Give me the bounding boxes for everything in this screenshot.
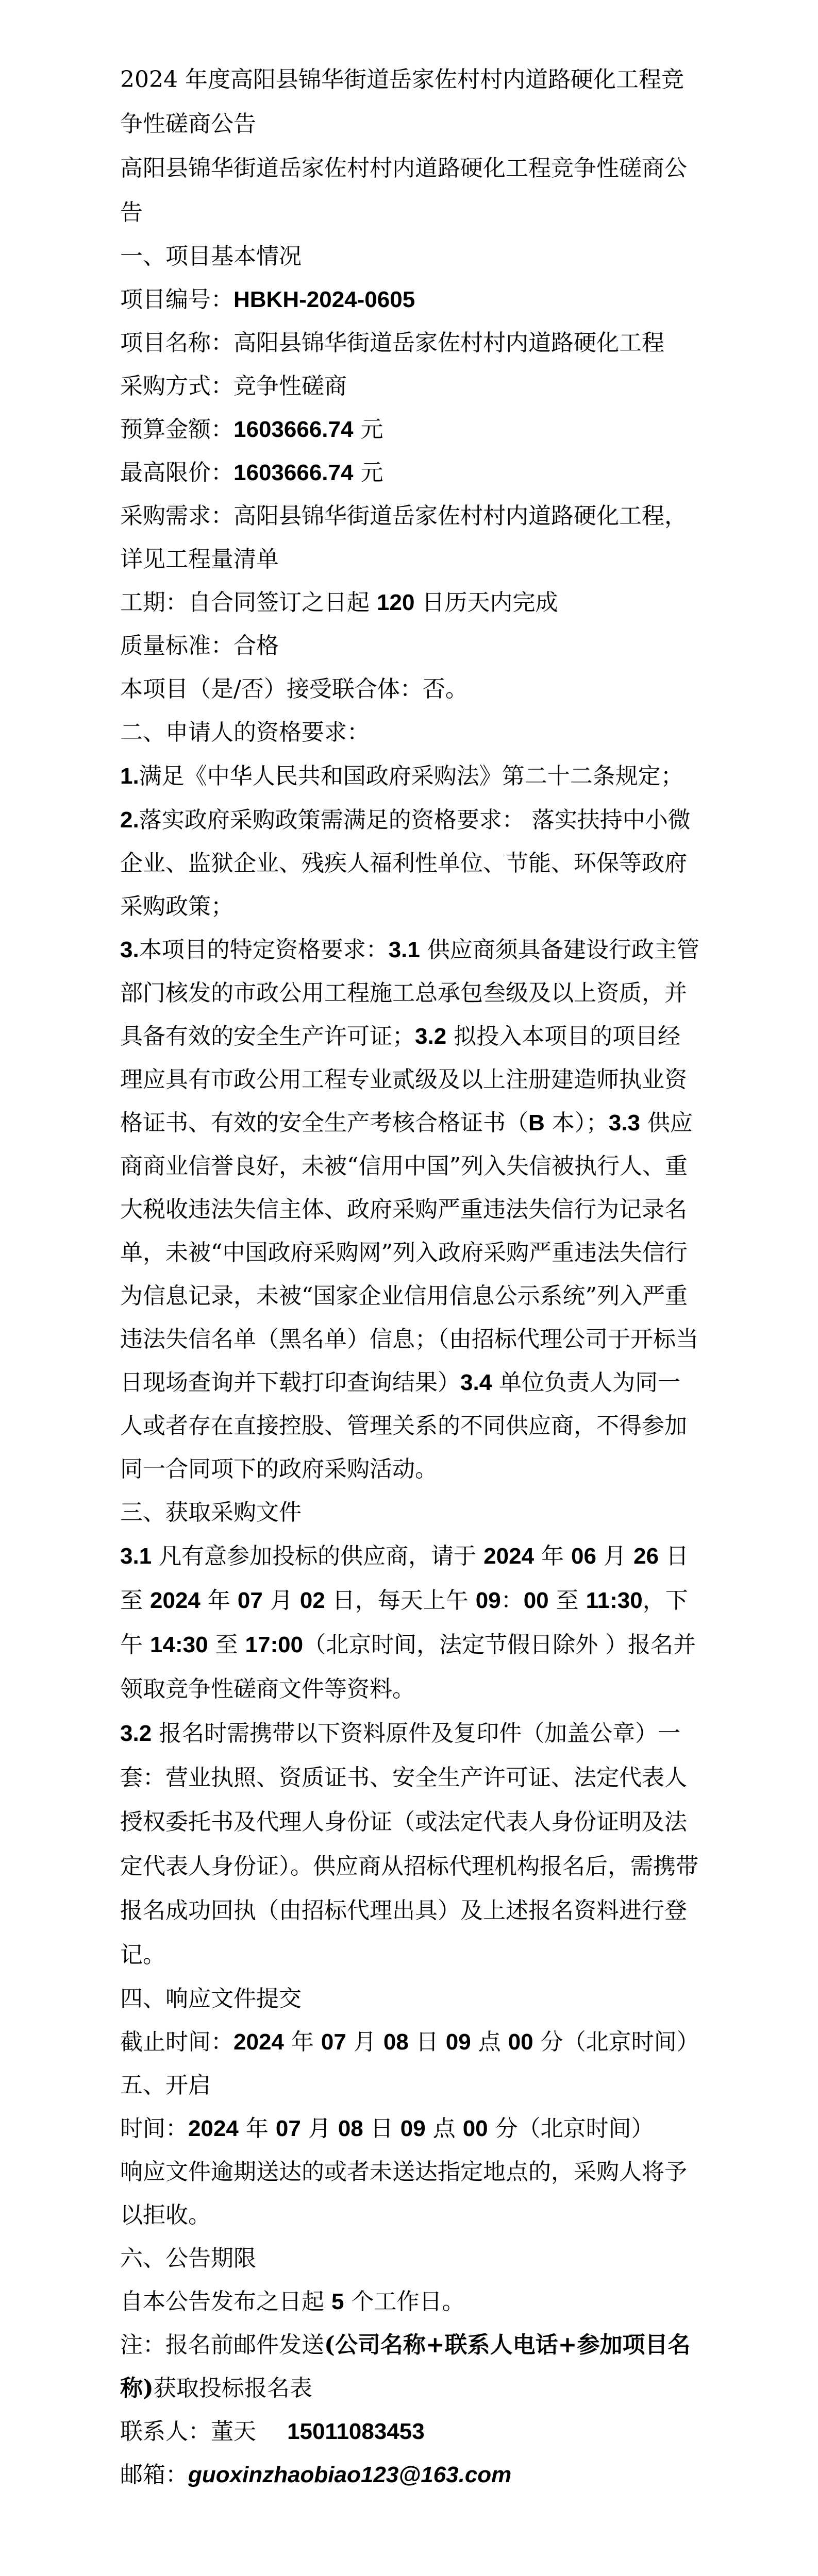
p-3-1-text-f: 月 <box>262 1587 300 1614</box>
max-price-row <box>120 451 700 495</box>
end-month: 07 <box>237 1588 263 1613</box>
note-text-c: 获取投标报名表 <box>153 2375 312 2401</box>
late-submission-notice: 响应文件逾期送达的或者未送达指定地点的，采购人将予以拒收。 <box>120 2159 687 2228</box>
procurement-need-label: 采购需求： <box>120 503 233 529</box>
consortium-row: 本项目（是/否）接受联合体：否。 <box>120 676 468 702</box>
project-number-value: HBKH-2024-0605 <box>233 287 415 312</box>
opening-text-e: 点 <box>425 2115 463 2142</box>
p-3-2-text: 报名时需携带以下资料原件及复印件（加盖公章）一套：营业执照、资质证书、安全生产许可证、法定代表人授权委托书及代理人身份证（或法定代表人身份证明及法定代表人身份证）。供应商从招标代理机构报名后，需携带报名成功回执（由招标代理出具）及上述报名资料进行登记。 <box>120 1720 698 1968</box>
p-3-1-text-d: 日至 <box>120 1543 689 1614</box>
item-3-2-number: 3.2 <box>415 1024 447 1049</box>
quality-label: 质量标准： <box>120 633 233 659</box>
note-text-b: (公司名称+联系人电话+参加项目名称) <box>120 2332 691 2401</box>
email-label: 邮箱： <box>120 2462 188 2488</box>
max-price-value: 1603666.74 <box>233 460 354 485</box>
item-3-2-text-end: 本）； <box>544 1110 609 1136</box>
p-3-1-text-g: 日，每天上午 <box>325 1587 476 1614</box>
deadline-month: 07 <box>321 2029 346 2055</box>
item-3-3-text: 供应商商业信誉良好，未被“信用中国”列入失信被执行人、重大税收违法失信主体、政府采购严重违法失信行为记录名单，未被“中国政府采购网”列入政府采购严重违法失信行为信息记录，未被“国家企业信用信息公示系统”列入严重违法失信名单（黑名单）信息；（由招标代理公司于开标当日现场查询并下载打印查询结果） <box>120 1110 698 1396</box>
start-year: 2024 <box>483 1544 535 1569</box>
qualification-item-1 <box>120 754 700 799</box>
p-3-2-number: 3.2 <box>120 1721 152 1746</box>
procurement-need-row <box>120 495 700 581</box>
document-body <box>120 58 700 2497</box>
item-3-2-cert-grade: B <box>528 1110 545 1136</box>
project-name-label: 项目名称： <box>120 330 233 356</box>
opening-day: 08 <box>338 2116 363 2141</box>
deadline-minute: 00 <box>508 2029 533 2055</box>
morning-end-time: 11:30 <box>586 1588 643 1613</box>
contact-name: 董天 <box>211 2418 256 2445</box>
item-3-4-number: 3.4 <box>460 1370 492 1395</box>
deadline-text-f: 分（北京时间） <box>533 2029 699 2055</box>
section-1-heading: 一、项目基本情况 <box>120 243 302 269</box>
section-5-heading: 五、开启 <box>120 2072 211 2098</box>
procurement-method-row <box>120 365 700 408</box>
item-3-3-number: 3.3 <box>608 1110 640 1136</box>
project-number-label: 项目编号： <box>120 286 233 313</box>
morning-start-hour: 09 <box>475 1588 501 1613</box>
p-3-1-text-i: 至 <box>548 1587 586 1614</box>
deadline-label: 截止时间： <box>120 2029 233 2055</box>
quality-standard-row <box>120 624 700 668</box>
section-4-heading: 四、响应文件提交 <box>120 1986 302 2012</box>
item-3-1-number: 3.1 <box>388 937 420 962</box>
procurement-method-value: 竞争性磋商 <box>233 373 347 399</box>
email-value: guoxinzhaobiao123@163.com <box>188 2462 512 2487</box>
document-acquisition-3-2 <box>120 1711 700 1977</box>
section-2-heading: 二、申请人的资格要求： <box>120 719 370 745</box>
p-3-1-text-c: 月 <box>596 1543 633 1569</box>
deadline-text-e: 点 <box>471 2029 508 2055</box>
afternoon-start-time: 14:30 <box>150 1632 208 1657</box>
opening-text-f: 分（北京时间） <box>488 2115 654 2142</box>
document-acquisition-3-1 <box>120 1534 700 1711</box>
opening-text-b: 月 <box>301 2115 338 2142</box>
section-6-heading: 六、公告期限 <box>120 2245 256 2272</box>
contact-phone: 15011083453 <box>287 2419 425 2444</box>
deadline-text-c: 日 <box>408 2029 446 2055</box>
project-name-value: 高阳县锦华街道岳家佐村村内道路硬化工程 <box>233 330 664 356</box>
section-3-heading: 三、获取采购文件 <box>120 1499 302 1526</box>
contact-row <box>120 2410 700 2453</box>
budget-label: 预算金额： <box>120 416 233 443</box>
opening-minute: 00 <box>462 2116 488 2141</box>
contact-label: 联系人： <box>120 2418 211 2445</box>
note-text-a: 注：报名前邮件发送 <box>120 2332 324 2358</box>
morning-start-minute: 00 <box>523 1588 549 1613</box>
project-number-row <box>120 278 700 321</box>
qualification-item-3 <box>120 928 700 1491</box>
opening-year: 2024 <box>188 2116 239 2141</box>
deadline-text-b: 月 <box>346 2029 383 2055</box>
item-3-number: 3. <box>120 937 139 962</box>
p-3-1-text-j: ，下午 <box>120 1587 688 1658</box>
item-3-4-text: 单位负责人为同一人或者存在直接控股、管理关系的不同供应商，不得参加同一合同项下的政府采购活动。 <box>120 1369 687 1482</box>
opening-time-row <box>120 2107 700 2150</box>
end-day: 02 <box>299 1588 325 1613</box>
announcement-period-row <box>120 2280 700 2324</box>
p-3-1-number: 3.1 <box>120 1544 152 1569</box>
item-2-text: 落实政府采购政策需满足的资格要求： 落实扶持中小微企业、监狱企业、残疾人福利性单位、节能、环保等政府采购政策； <box>120 807 691 920</box>
period-text-post: 日历天内完成 <box>414 589 558 616</box>
budget-value: 1603666.74 <box>233 417 354 442</box>
deadline-year: 2024 <box>233 2029 284 2055</box>
document-title <box>120 58 700 146</box>
period-days: 120 <box>377 590 415 615</box>
item-1-number: 1. <box>120 764 139 789</box>
budget-row <box>120 408 700 451</box>
opening-month: 07 <box>275 2116 301 2141</box>
period-label: 工期： <box>120 589 188 616</box>
p-3-1-text-k: 至 <box>208 1632 245 1658</box>
opening-text-c: 日 <box>363 2115 400 2142</box>
announcement-text-b: 个工作日。 <box>344 2289 465 2315</box>
title-line-1: 2024 年度高阳县锦华街道岳家佐村村内道路硬化工程竞争性磋商公告 <box>120 66 684 137</box>
max-price-label: 最高限价： <box>120 460 233 486</box>
deadline-day: 08 <box>383 2029 409 2055</box>
procurement-need-value: 高阳县锦华街道岳家佐村村内道路硬化工程，详见工程量清单 <box>120 503 687 572</box>
end-year: 2024 <box>150 1588 201 1613</box>
opening-text-a: 年 <box>238 2115 276 2142</box>
item-2-number: 2. <box>120 807 139 833</box>
email-row <box>120 2453 700 2497</box>
opening-hour: 09 <box>400 2116 426 2141</box>
announcement-text-a: 自本公告发布之日起 <box>120 2289 331 2315</box>
project-name-row <box>120 321 700 365</box>
afternoon-end-time: 17:00 <box>245 1632 304 1657</box>
quality-value: 合格 <box>233 633 279 659</box>
item-3-intro: 本项目的特定资格要求： <box>139 937 389 963</box>
item-3-1-text: 供应商须具备建设行政主管部门核发的市政公用工程施工总承包叁级及以上资质，并具备有效的安全生产许可证； <box>120 937 699 1049</box>
p-3-1-text-b: 年 <box>534 1543 572 1569</box>
max-price-unit: 元 <box>353 460 383 486</box>
item-3-2-text: 拟投入本项目的项目经理应具有市政公用工程专业贰级及以上注册建造师执业资格证书、有效的安全生产考核合格证书（ <box>120 1023 687 1136</box>
start-month: 06 <box>571 1544 596 1569</box>
construction-period-row <box>120 581 700 624</box>
p-3-1-text-h: ： <box>500 1587 524 1614</box>
document-subtitle <box>120 146 700 235</box>
procurement-method-label: 采购方式： <box>120 373 233 399</box>
p-3-1-text-e: 年 <box>200 1587 238 1614</box>
p-3-1-text-l: （北京时间，法定节假日除外 ）报名并领取竞争性磋商文件等资料。 <box>120 1632 696 1702</box>
submission-deadline-row <box>120 2021 700 2064</box>
deadline-hour: 09 <box>445 2029 471 2055</box>
title-line-2: 高阳县锦华街道岳家佐村村内道路硬化工程竞争性磋商公告 <box>120 155 687 226</box>
announcement-days: 5 <box>331 2289 344 2314</box>
qualification-item-2 <box>120 799 700 928</box>
start-day: 26 <box>633 1544 659 1569</box>
deadline-text-a: 年 <box>283 2029 321 2055</box>
budget-unit: 元 <box>353 416 383 443</box>
item-1-text: 满足《中华人民共和国政府采购法》第二十二条规定； <box>139 763 683 789</box>
registration-note <box>120 2324 700 2410</box>
p-3-1-text-a: 凡有意参加投标的供应商，请于 <box>152 1543 484 1569</box>
period-text-pre: 自合同签订之日起 <box>188 589 377 616</box>
opening-time-label: 时间： <box>120 2115 188 2142</box>
